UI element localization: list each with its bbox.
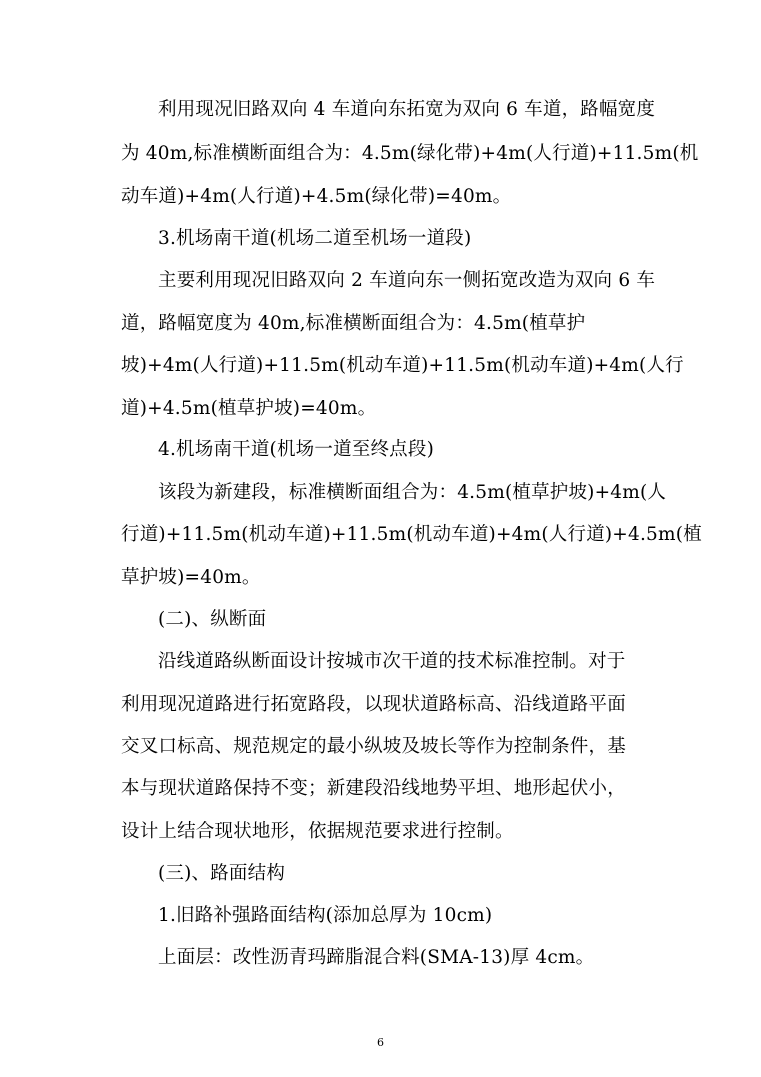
paragraph-line: 沿线道路纵断面设计按城市次干道的技术标准控制。对于: [158, 651, 626, 672]
paragraph-line: 本与现状道路保持不变；新建段沿线地势平坦、地形起伏小，: [121, 778, 626, 799]
paragraph-line: 利用现况道路进行拓宽路段，以现状道路标高、沿线道路平面: [121, 694, 626, 715]
section-heading: (三)、路面结构: [158, 863, 286, 884]
section-heading: 1.旧路补强路面结构(添加总厚为 10cm): [158, 905, 493, 926]
paragraph-line: 利用现况旧路双向 4 车道向东拓宽为双向 6 车道，路幅宽度: [158, 99, 656, 120]
paragraph-line: 草护坡)=40m。: [121, 567, 261, 588]
paragraph-line: 道)+4.5m(植草护坡)=40m。: [121, 398, 377, 419]
paragraph-line: 动车道)+4m(人行道)+4.5m(绿化带)=40m。: [121, 186, 512, 207]
paragraph-line: 为 40m,标准横断面组合为：4.5m(绿化带)+4m(人行道)+11.5m(机: [121, 143, 699, 164]
paragraph-line: 设计上结合现状地形，依据规范要求进行控制。: [121, 821, 514, 842]
paragraph-line: 该段为新建段，标准横断面组合为：4.5m(植草护坡)+4m(人: [158, 482, 667, 503]
paragraph-line: 坡)+4m(人行道)+11.5m(机动车道)+11.5m(机动车道)+4m(人行: [121, 355, 684, 376]
page-number: 6: [377, 1036, 384, 1049]
paragraph-line: 主要利用现况旧路双向 2 车道向东一侧拓宽改造为双向 6 车: [158, 270, 656, 291]
section-heading: (二)、纵断面: [158, 609, 267, 630]
section-heading: 4.机场南干道(机场一道至终点段): [158, 439, 434, 460]
paragraph-line: 上面层：改性沥青玛蹄脂混合料(SMA-13)厚 4cm。: [158, 947, 595, 968]
paragraph-line: 行道)+11.5m(机动车道)+11.5m(机动车道)+4m(人行道)+4.5m(植: [121, 524, 702, 545]
section-heading: 3.机场南干道(机场二道至机场一道段): [158, 228, 472, 249]
paragraph-line: 道，路幅宽度为 40m,标准横断面组合为：4.5m(植草护: [121, 313, 586, 334]
paragraph-line: 交叉口标高、规范规定的最小纵坡及坡长等作为控制条件，基: [121, 736, 626, 757]
